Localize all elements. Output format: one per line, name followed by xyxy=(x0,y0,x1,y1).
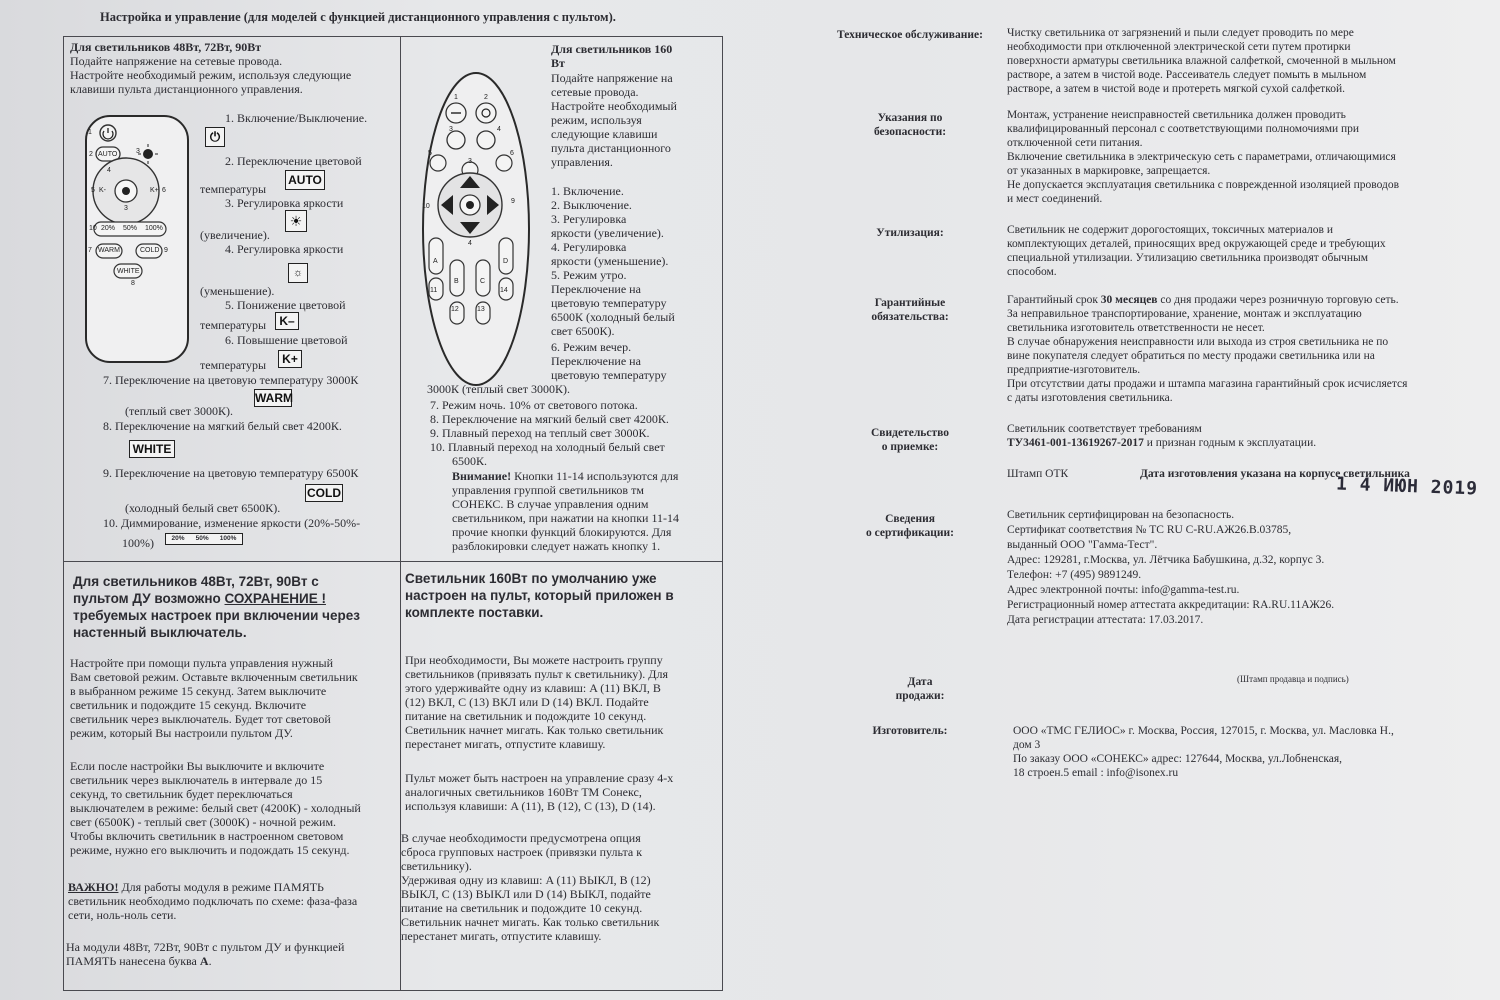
col1-item: (уменьшение). xyxy=(200,284,275,298)
remote-label: 100% xyxy=(145,225,163,232)
remote-label: 7 xyxy=(88,247,92,254)
col2-para3-line: Светильник начнет мигать. Как только светильник xyxy=(401,915,660,929)
col1-item: 5. Понижение цветовой xyxy=(225,298,346,312)
brightness-down-icon: ☼ xyxy=(288,263,308,283)
col2-list-line: 1. Включение. xyxy=(551,184,624,198)
col1-para2-line: светильник через выключатель в интервале до 15 xyxy=(70,773,323,787)
col2-para3-line: перестанет мигать, отпустите клавишу. xyxy=(401,929,602,943)
col2-list-line: 6. Режим вечер. xyxy=(551,340,632,354)
sale-date-label: Дата xyxy=(907,676,933,688)
col1-para2-line: свет (6500К) - теплый свет (3000К) - ночной режим. xyxy=(70,815,337,829)
col2-list-line: 4. Регулировка xyxy=(551,240,627,254)
important-note-line: ВАЖНО! Для работы модуля в режиме ПАМЯТЬ xyxy=(68,880,324,894)
remote-label: 13 xyxy=(477,306,485,313)
remote-label: 4 xyxy=(468,240,472,247)
remote-label: 6 xyxy=(510,150,514,157)
col1-header: Для светильников 48Вт, 72Вт, 90Вт xyxy=(70,40,262,54)
remote-label: D xyxy=(503,258,509,265)
remote-label: 5 xyxy=(91,187,95,194)
col1-item: 8. Переключение на мягкий белый свет 4200К. xyxy=(103,419,342,433)
safety-label: Указания по xyxy=(877,112,943,124)
remote-label: K- xyxy=(99,187,106,194)
col1-item: 4. Регулировка яркости xyxy=(225,242,344,256)
dimming-percent-icon xyxy=(165,533,243,545)
default-heading-line: настроен на пульт, который приложен в xyxy=(405,588,674,603)
maintenance-line: необходимости при отключенной электрической сети путем протирки xyxy=(1007,41,1351,53)
certification-line: Телефон: +7 (495) 9891249. xyxy=(1007,569,1142,581)
col1-para1-line: Настройте при помощи пульта управления нужный xyxy=(70,656,334,670)
col2-list-line: Переключение на xyxy=(551,282,641,296)
col1-intro-line: Подайте напряжение на сетевые провода. xyxy=(70,54,283,68)
col2-list-line: цветовую температуру xyxy=(551,368,667,382)
remote-label: 2 xyxy=(89,151,93,158)
col2-list-line: 5. Режим утро. xyxy=(551,268,627,282)
col1-item: (теплый свет 3000К). xyxy=(125,404,233,418)
warranty-line: При отсутствии даты продажи и штампа магазина гарантийный срок исчисляется xyxy=(1007,378,1408,390)
module-note-line: ПАМЯТЬ нанесена буква А. xyxy=(66,954,212,968)
col2-intro-line: режим, используя xyxy=(551,113,642,127)
col2-item: 8. Переключение на мягкий белый свет 4200К. xyxy=(430,412,669,426)
remote-label: 4 xyxy=(497,126,501,133)
certification-line: выданный ООО "Гамма-Тест". xyxy=(1007,539,1158,551)
warm-icon: WARM xyxy=(255,391,293,405)
remote-label: WHITE xyxy=(117,268,140,275)
power-icon: ⏻ xyxy=(205,127,225,147)
col2-intro-line: Подайте напряжение на xyxy=(551,71,673,85)
cold-icon: COLD xyxy=(307,486,341,500)
remote-label: A xyxy=(433,258,438,265)
p20-label: 20% xyxy=(171,535,185,542)
remote-label: 20% xyxy=(101,225,116,232)
col2-para1-line: перестанет мигать, отпустите клавишу. xyxy=(405,737,606,751)
remote-label: 8 xyxy=(131,280,135,287)
col2-item: 6500К. xyxy=(452,454,488,468)
col1-item: 1. Включение/Выключение. xyxy=(225,111,368,125)
manufacture-date-label: Дата изготовления указана на корпусе светильника xyxy=(1140,468,1410,480)
maintenance-line: растворе, а затем в чистой воде и протереть мягкой сухой салфеткой. xyxy=(1007,83,1345,95)
kminus-icon: K– xyxy=(275,312,299,330)
warranty-label: Гарантийные xyxy=(874,297,946,309)
acceptance-line: ТУ3461-001-13619267-2017 и признан годным к эксплуатации. xyxy=(1007,437,1317,449)
sale-date-label: продажи: xyxy=(895,690,945,702)
default-heading-line: Светильник 160Вт по умолчанию уже xyxy=(405,571,657,586)
col1-intro-line: Настройте необходимый режим, используя следующие xyxy=(70,68,352,82)
col2-para3-line: сброса групповых настроек (привязки пульта к xyxy=(401,845,643,859)
warranty-line: Гарантийный срок 30 месяцев со дня продажи через розничную торговую сеть. xyxy=(1007,294,1399,306)
col2-para2-line: используя клавиши: A (11), B (12), C (13), D (14). xyxy=(405,799,656,813)
warranty-line: предприятие-изготовитель. xyxy=(1007,364,1141,376)
col2-para2-line: аналогичных светильников 160Вт ТМ Сонекс, xyxy=(405,785,642,799)
remote-label: 6 xyxy=(162,187,166,194)
save-heading-line: пультом ДУ возможно СОХРАНЕНИЕ ! xyxy=(73,591,326,606)
col1-item: температуры xyxy=(200,318,267,332)
col2-item: 9. Плавный переход на теплый свет 3000К. xyxy=(430,426,650,440)
certification-label: о сертификации: xyxy=(866,527,954,539)
col1-para2-line: режиме, нужно его выключить и подождать 15 секунд. xyxy=(70,843,350,857)
col2-list-line: яркости (увеличение). xyxy=(551,226,664,240)
col1-item: 10. Диммирование, изменение яркости (20%-50%- xyxy=(103,516,361,530)
certification-line: Дата регистрации аттестата: 17.03.2017. xyxy=(1007,614,1204,626)
remote-label: 4 xyxy=(107,167,111,174)
col1-para1-line: Вам световой режим. Оставьте включенным светильник xyxy=(70,670,358,684)
remote-label: 2 xyxy=(484,94,488,101)
save-heading-line: Для светильников 48Вт, 72Вт, 90Вт с xyxy=(73,574,319,589)
col1-para1-line: светильник и подождите 15 секунд. Включите xyxy=(70,698,307,712)
col1-item: 2. Переключение цветовой xyxy=(225,154,362,168)
acceptance-label: о приемке: xyxy=(881,441,939,453)
white-icon: WHITE xyxy=(129,440,175,458)
important-note-line: сети, ноль-ноль сети. xyxy=(68,908,177,922)
maintenance-line: растворе, а затем в чистой воде. Рассеиватель следует помыть в мыльном xyxy=(1007,69,1367,81)
safety-line: от указанных в маркировке, запрещается. xyxy=(1007,165,1211,177)
certification-line: Сертификат соответствия № ТС RU С-RU.АЖ26.В.03785, xyxy=(1007,524,1292,536)
col2-intro-line: Настройте необходимый xyxy=(551,99,677,113)
col2-item: 7. Режим ночь. 10% от светового потока. xyxy=(430,398,638,412)
col2-header: Вт xyxy=(551,56,565,70)
certification-line: Регистрационный номер аттестата аккредитации: RA.RU.11АЖ26. xyxy=(1007,599,1335,611)
important-note-line: светильник необходимо подключать по схеме: фаза-фаза xyxy=(68,894,358,908)
safety-line: Монтаж, устранение неисправностей светильника должен проводить xyxy=(1007,109,1346,121)
safety-line: Не допускается эксплуатация светильника с поврежденной изоляцией проводов xyxy=(1007,179,1400,191)
col1-intro-line: клавиши пульта дистанционного управления. xyxy=(70,82,303,96)
date-stamp: 1 4 ИЮН 2019 xyxy=(1335,473,1479,500)
remote-label: AUTO xyxy=(98,151,118,158)
col1-para2-line: Чтобы включить светильник в настроенном световом xyxy=(70,829,344,843)
safety-label: безопасности: xyxy=(873,126,947,138)
maintenance-label: Техническое обслуживание: xyxy=(837,29,983,41)
col2-para3-line: светильнику). xyxy=(401,859,472,873)
maintenance-line: Чистку светильника от загрязнений и пыли следует проводить по мере xyxy=(1007,27,1354,39)
safety-line: и мест соединений. xyxy=(1007,193,1103,205)
warranty-label: обязательства: xyxy=(871,311,949,323)
certification-line: Адрес электронной почты: info@gamma-test.ru. xyxy=(1007,584,1240,596)
default-heading-line: комплекте поставки. xyxy=(405,605,544,620)
col2-intro-line: управления. xyxy=(551,155,613,169)
acceptance-label: Свидетельство xyxy=(871,427,949,439)
col1-item: температуры xyxy=(200,182,267,196)
col2-list-line: 6500К (холодный белый xyxy=(551,310,675,324)
remote-label: C xyxy=(480,278,486,285)
seller-stamp-note: (Штамп продавца и подпись) xyxy=(1237,674,1349,684)
col2-para3-line: Удерживая одну из клавиш: A (11) ВЫКЛ, B (12) xyxy=(401,873,651,887)
col2-item: 10. Плавный переход на холодный белый свет xyxy=(430,440,665,454)
col1-item: 100%) xyxy=(122,536,154,550)
col2-intro-line: пульта дистанционного xyxy=(551,141,671,155)
col2-para3-line: В случае необходимости предусмотрена опция xyxy=(401,831,641,845)
col1-item: температуры xyxy=(200,358,267,372)
col1-item: (увеличение). xyxy=(200,228,270,242)
col2-para3-line: ВЫКЛ, C (13) ВЫКЛ или D (14) ВЫКЛ, подайте xyxy=(401,887,651,901)
warranty-line: За неправильное транспортирование, хранение, монтаж и эксплуатацию xyxy=(1007,308,1362,320)
remote-label: 9 xyxy=(511,198,515,205)
acceptance-line: Светильник соответствует требованиям xyxy=(1007,423,1202,435)
col2-para3-line: питание на светильник и подождите 10 секунд. xyxy=(401,901,643,915)
remote-label: 12 xyxy=(451,306,459,313)
maintenance-line: поверхности арматуры светильника влажной салфеткой, смоченной в мыльном xyxy=(1007,55,1396,67)
col2-list-line: 3. Регулировка xyxy=(551,212,627,226)
col1-item: 3. Регулировка яркости xyxy=(225,196,344,210)
col2-header: Для светильников 160 xyxy=(551,42,673,56)
remote-label: 1 xyxy=(454,94,458,101)
col1-para2-line: секунд, то светильник будет переключаться xyxy=(70,787,293,801)
disposal-line: способом. xyxy=(1007,266,1057,278)
certification-label: Сведения xyxy=(885,513,935,525)
col1-para2-line: выключателем в режиме: белый свет (4200К) - холодный xyxy=(70,801,361,815)
col2-intro-line: следующие клавиши xyxy=(551,127,658,141)
certification-line: Адрес: 129281, г.Москва, ул. Лётчика Бабушкина, д.32, корпус 3. xyxy=(1007,554,1325,566)
disposal-line: специальной утилизации. Утилизацию светильника производят обычным xyxy=(1007,252,1368,264)
attention-line: Внимание! Кнопки 11-14 используются для xyxy=(452,469,679,483)
col2-list-line: Переключение на xyxy=(551,354,641,368)
remote-160w-diagram xyxy=(420,70,532,388)
warranty-line: светильника изготовитель ответственности не несет. xyxy=(1007,322,1265,334)
attention-line: СОНЕКС. В случае управления одним xyxy=(452,497,649,511)
col2-para1-line: Светильник начнет мигать. Как только светильник xyxy=(405,723,664,737)
attention-line: управления группой светильников тм xyxy=(452,483,644,497)
col2-para1-line: (12) ВКЛ, C (13) ВКЛ или D (14) ВКЛ. Подайте xyxy=(405,695,649,709)
remote-label: 11 xyxy=(430,287,438,294)
p100-label: 100% xyxy=(219,535,237,542)
manufacturer-line: 18 строен.5 email : info@isonex.ru xyxy=(1013,767,1179,779)
disposal-line: Светильник не содержит дорогостоящих, токсичных материалов и xyxy=(1007,224,1333,236)
brightness-up-icon: ☀ xyxy=(285,210,307,232)
col1-item: 7. Переключение на цветовую температуру 3000К xyxy=(103,373,359,387)
safety-line: отключенной сети питания. xyxy=(1007,137,1143,149)
col1-item: (холодный белый свет 6500К). xyxy=(125,501,281,515)
manufacturer-line: дом 3 xyxy=(1013,739,1041,751)
remote-label: 3 xyxy=(136,148,140,155)
remote-label: 3 xyxy=(449,126,453,133)
save-heading-line: требуемых настроек при включении через xyxy=(73,608,360,623)
remote-label: 9 xyxy=(164,247,168,254)
col1-item: 9. Переключение на цветовую температуру 6500К xyxy=(103,466,359,480)
remote-label: 5 xyxy=(428,150,432,157)
col2-list-line: 3000К (теплый свет 3000К). xyxy=(427,382,570,396)
certification-line: Светильник сертифицирован на безопасность. xyxy=(1007,509,1235,521)
col2-para1-line: светильников (привязать пульт к светильнику). Для xyxy=(405,667,668,681)
attention-line: прочие кнопки функций блокируются. Для xyxy=(452,525,672,539)
remote-label: 1 xyxy=(88,129,92,136)
col2-list-line: цветовую температуру xyxy=(551,296,667,310)
remote-label: 3 xyxy=(124,205,128,212)
remote-label: COLD xyxy=(140,247,160,254)
module-note-line: На модули 48Вт, 72Вт, 90Вт с пультом ДУ и функцией xyxy=(66,940,345,954)
remote-label: 14 xyxy=(500,287,508,294)
save-heading-line: настенный выключатель. xyxy=(73,625,247,640)
col1-para1-line: светильник через выключатель. Будет тот световой xyxy=(70,712,331,726)
warranty-line: вине покупателя следует обратиться по месту продажи светильника или на xyxy=(1007,350,1375,362)
col2-para2-line: Пульт может быть настроен на управление сразу 4-х xyxy=(405,771,674,785)
col2-list-line: 2. Выключение. xyxy=(551,198,632,212)
col2-para1-line: этого удерживайте одну из клавиш: A (11) ВКЛ, B xyxy=(405,681,661,695)
remote-label: K+ xyxy=(150,187,159,194)
col1-para1-line: в выбранном режиме 15 секунд. Затем выключите xyxy=(70,684,327,698)
attention-line: светильником, при нажатии на кнопки 11-14 xyxy=(452,511,680,525)
row-divider xyxy=(63,561,723,562)
remote-label: 10 xyxy=(89,225,97,232)
manufacturer-label: Изготовитель: xyxy=(872,725,948,737)
warranty-line: В случае обнаружения неисправности или выхода из строя светильника не по xyxy=(1007,336,1389,348)
warranty-line: с даты изготовления светильника. xyxy=(1007,392,1173,404)
manufacturer-line: ООО «ТМС ГЕЛИОС» г. Москва, Россия, 127015, г. Москва, ул. Масловка Н., xyxy=(1013,725,1394,737)
col1-item: 6. Повышение цветовой xyxy=(225,333,348,347)
col1-para2-line: Если после настройки Вы выключите и включите xyxy=(70,759,325,773)
attention-line: разблокировки следует нажать кнопку 1. xyxy=(452,539,661,553)
col2-para1-line: питание на светильник и подождите 10 секунд. xyxy=(405,709,647,723)
remote-label: 3 xyxy=(468,158,472,165)
stamp-otk-label: Штамп ОТК xyxy=(1007,468,1069,480)
disposal-label: Утилизация: xyxy=(876,227,944,239)
auto-icon: AUTO xyxy=(285,170,325,190)
remote-label: 50% xyxy=(123,225,138,232)
col2-list-line: яркости (уменьшение). xyxy=(551,254,669,268)
safety-line: Включение светильника в электрическую сеть с параметрами, отличающимися xyxy=(1007,151,1396,163)
page-title: Настройка и управление (для моделей с функцией дистанционного управления с пультом). xyxy=(100,10,616,24)
manufacturer-line: По заказу ООО «СОНЕКС» адрес: 127644, Москва, ул.Лобненская, xyxy=(1013,753,1343,765)
safety-line: квалифицированный персонал с соответствующими полномочиями при xyxy=(1007,123,1360,135)
p50-label: 50% xyxy=(195,535,209,542)
disposal-line: комплектующих деталей, приносящих вред окружающей среде и требующих xyxy=(1007,238,1386,250)
kplus-icon: K+ xyxy=(278,350,302,368)
remote-label: B xyxy=(454,278,459,285)
col1-para1-line: режим, который Вы настроили пультом ДУ. xyxy=(70,726,293,740)
remote-label: 10 xyxy=(422,203,430,210)
col2-intro-line: сетевые провода. xyxy=(551,85,639,99)
col2-para1-line: При необходимости, Вы можете настроить группу xyxy=(405,653,663,667)
col2-list-line: свет 6500К). xyxy=(551,324,615,338)
remote-label: WARM xyxy=(98,247,120,254)
